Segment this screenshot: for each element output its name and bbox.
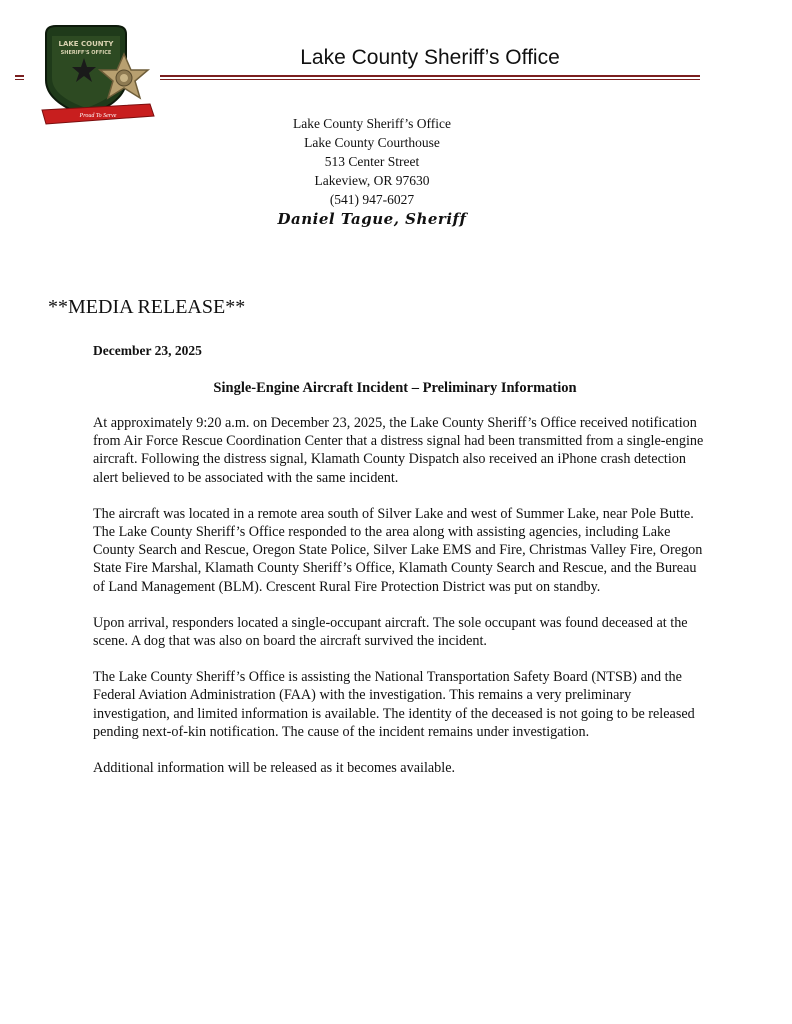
svg-text:LAKE COUNTY: LAKE COUNTY — [58, 40, 114, 48]
sheriff-name: Daniel Tague, Sheriff — [277, 210, 467, 228]
svg-text:Proud To Serve: Proud To Serve — [79, 113, 117, 119]
proud-to-serve-banner — [42, 104, 154, 124]
body-paragraph-5: Additional information will be released as it becomes available. — [93, 760, 456, 777]
office-address — [272, 114, 472, 209]
address-line-phone: (541) 947-6027 — [329, 192, 415, 207]
address-line-city: Lakeview, OR 97630 — [314, 173, 430, 188]
media-release-label: **MEDIA RELEASE** — [48, 296, 246, 318]
release-headline: Single-Engine Aircraft Incident – Preliminary Information — [213, 380, 577, 396]
svg-text:SHERIFF'S OFFICE: SHERIFF'S OFFICE — [60, 50, 112, 56]
header-rule-thin — [160, 79, 700, 80]
address-line-office: Lake County Sheriff’s Office — [292, 116, 452, 131]
body-paragraph-1: At approximately 9:20 a.m. on December 23, 2025, the Lake County Sheriff’s Office received notification from Air Force Rescue Coordination Center that a distress signal had been transmitted from a single-engine aircraft. Following the distress signal, Klamath County Dispatch also received an iPhone crash detection alert believed to be associated with the same incident. — [93, 415, 704, 486]
header-title: Lake County Sheriff’s Office — [300, 46, 560, 69]
release-date: December 23, 2025 — [93, 343, 202, 358]
header-rule-left-thin — [15, 79, 24, 80]
address-line-courthouse: Lake County Courthouse — [304, 135, 440, 150]
release-body — [93, 414, 705, 777]
body-paragraph-3: Upon arrival, responders located a single-occupant aircraft. The sole occupant was found deceased at the scene. A dog that was also on board the aircraft survived the incident. — [93, 614, 688, 650]
body-paragraph-4: The Lake County Sheriff’s Office is assisting the National Transportation Safety Board (NTSB) and the Federal Aviation Administration (FAA) with the investigation. This remains a very preliminary investigation, and limited information is available. The identity of the deceased is not going to be released pending next-of-kin notification. The cause of the incident remains under investigation. — [93, 669, 695, 740]
sheriff-logo — [38, 20, 160, 132]
address-line-street: 513 Center Street — [324, 154, 420, 169]
header-rule — [160, 75, 700, 77]
body-paragraph-2: The aircraft was located in a remote area south of Silver Lake and west of Summer Lake, near Pole Butte. The Lake County Sheriff’s Office responded to the area along with assisting agencies, including Lake County Search and Rescue, Oregon State Police, Silver Lake EMS and Fire, Christmas Valley Fire, Oregon State Fire Marshal, Klamath County Sheriff’s Office, Klamath County Search and Rescue, and the Bureau of Land Management (BLM). Crescent Rural Fire Protection District was put on standby. — [93, 505, 703, 595]
header-rule-left — [15, 75, 24, 77]
